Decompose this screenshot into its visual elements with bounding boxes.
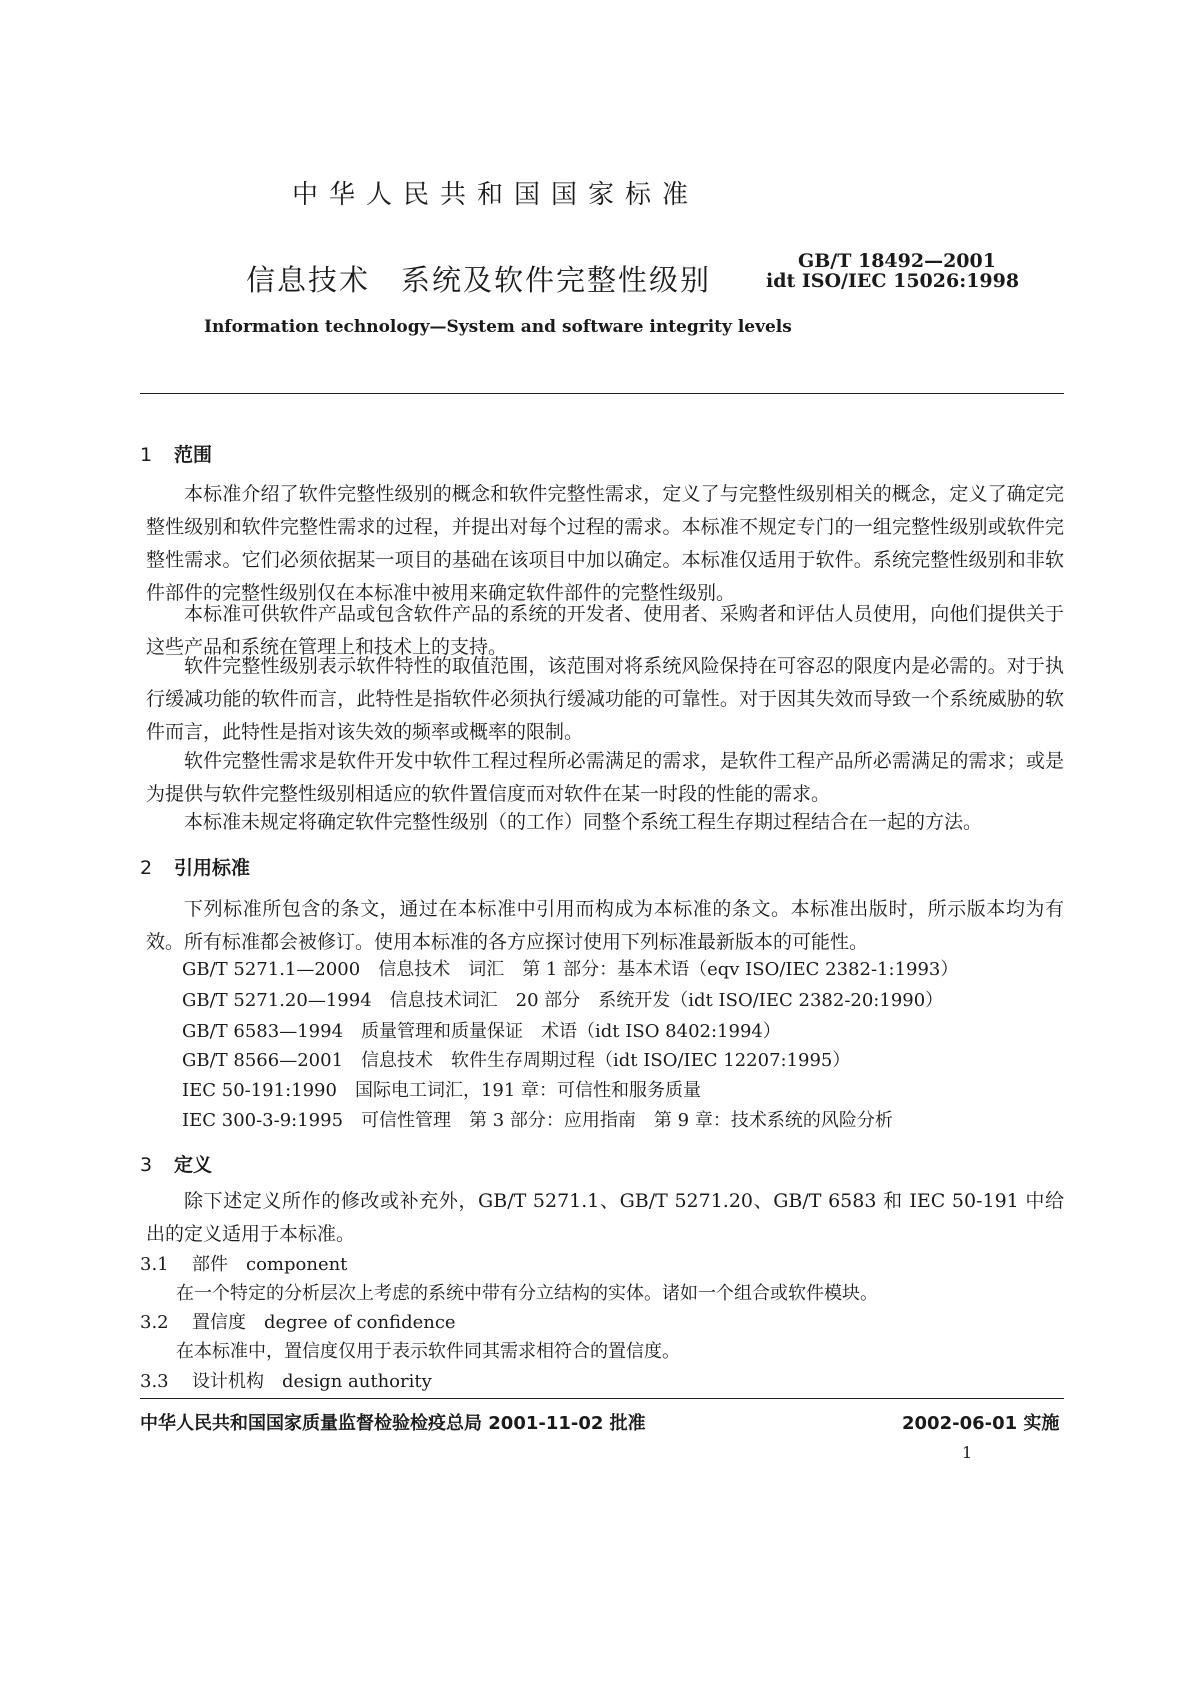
clause-number: 3.1 [140, 1254, 169, 1275]
definition-clause [140, 1250, 347, 1276]
section-3-heading [140, 1150, 212, 1177]
implementation-date: 2002-06-01 实施 [902, 1413, 1060, 1434]
term-en: design authority [282, 1371, 432, 1392]
paragraph: 软件完整性级别表示软件特性的取值范围，该范围对将系统风险保持在可容忍的限度内是必需的。对于执行缓减功能的软件而言，此特性是指软件必须执行缓减功能的可靠性。对于因其失效而导致一个系统威胁的软件而言，此特性是指对该失效的频率或概率的限制。 [146, 655, 1064, 743]
term-cn: 置信度 [192, 1312, 246, 1333]
document-title-en: Information technology—System and software integrity levels [204, 317, 792, 337]
reference-item: IEC 50-191:1990 国际电工词汇，191 章：可信性和服务质量 [182, 1080, 702, 1101]
paragraph: 软件完整性需求是软件开发中软件工程过程所必需满足的需求，是软件工程产品所必需满足的需求；或是为提供与软件完整性级别相适应的软件置信度而对软件在某一时段的性能的需求。 [146, 750, 1064, 805]
standard-code: GB/T 18492—2001 [798, 250, 996, 272]
reference-item: GB/T 6583—1994 质量管理和质量保证 术语（idt ISO 8402:1994） [182, 1021, 781, 1042]
clause-number: 3.3 [140, 1371, 169, 1392]
section-number: 3 [140, 1154, 153, 1176]
reference-item: GB/T 8566—2001 信息技术 软件生存周期过程（idt ISO/IEC 12207:1995） [182, 1050, 851, 1071]
paragraph: 本标准介绍了软件完整性级别的概念和软件完整性需求，定义了与完整性级别相关的概念，定义了确定完整性级别和软件完整性需求的过程，并提出对每个过程的需求。本标准不规定专门的一组完整性级别或软件完整性需求。它们必须依据某一项目的基础在该项目中加以确定。本标准仅适用于软件。系统完整性级别和非软件部件的完整性级别仅在本标准中被用来确定软件部件的完整性级别。 [146, 483, 1064, 604]
term-cn: 部件 [192, 1254, 228, 1275]
reference-item: GB/T 5271.20—1994 信息技术词汇 20 部分 系统开发（idt ISO/IEC 2382-20:1990） [182, 990, 944, 1011]
section-2-heading [140, 853, 250, 880]
term-en: degree of confidence [264, 1312, 456, 1333]
definition-text: 在一个特定的分析层次上考虑的系统中带有分立结构的实体。诸如一个组合或软件模块。 [176, 1283, 878, 1304]
term-cn: 设计机构 [192, 1371, 264, 1392]
paragraph: 本标准未规定将确定软件完整性级别（的工作）同整个系统工程生存期过程结合在一起的方法。 [184, 811, 983, 833]
definition-text: 在本标准中，置信度仅用于表示软件同其需求相符合的置信度。 [176, 1341, 680, 1362]
section-number: 1 [140, 444, 153, 466]
page-number: 1 [962, 1443, 973, 1462]
section-title: 范围 [174, 444, 213, 466]
header-divider [140, 393, 1064, 394]
clause-number: 3.2 [140, 1312, 169, 1333]
section-number: 2 [140, 857, 153, 879]
paragraph: 本标准可供软件产品或包含软件产品的系统的开发者、使用者、采购者和评估人员使用，向他们提供关于这些产品和系统在管理上和技术上的支持。 [146, 603, 1064, 658]
definition-clause [140, 1308, 456, 1334]
reference-item: IEC 300-3-9:1995 可信性管理 第 3 部分：应用指南 第 9 章：技术系统的风险分析 [182, 1110, 893, 1131]
term-en: component [246, 1254, 348, 1275]
section-1-heading [140, 440, 212, 467]
section-title: 定义 [174, 1154, 213, 1176]
national-standard-title: 中华人民共和国国家标准 [292, 180, 700, 210]
document-title-cn: 信息技术 系统及软件完整性级别 [246, 263, 712, 297]
definition-clause [140, 1367, 432, 1393]
reference-item: GB/T 5271.1—2000 信息技术 词汇 第 1 部分：基本术语（eqv ISO/IEC 2382-1:1993） [182, 959, 959, 980]
approval-line: 中华人民共和国国家质量监督检验检疫总局 2001-11-02 批准 [140, 1413, 646, 1434]
idt-reference: idt ISO/IEC 15026:1998 [766, 270, 1020, 292]
paragraph: 除下述定义所作的修改或补充外，GB/T 5271.1、GB/T 5271.20、GB/T 6583 和 IEC 50-191 中给出的定义适用于本标准。 [146, 1190, 1064, 1245]
paragraph: 下列标准所包含的条文，通过在本标准中引用而构成为本标准的条文。本标准出版时，所示版本均为有效。所有标准都会被修订。使用本标准的各方应探讨使用下列标准最新版本的可能性。 [146, 898, 1064, 953]
footer-divider [140, 1398, 1064, 1399]
section-title: 引用标准 [174, 857, 251, 879]
